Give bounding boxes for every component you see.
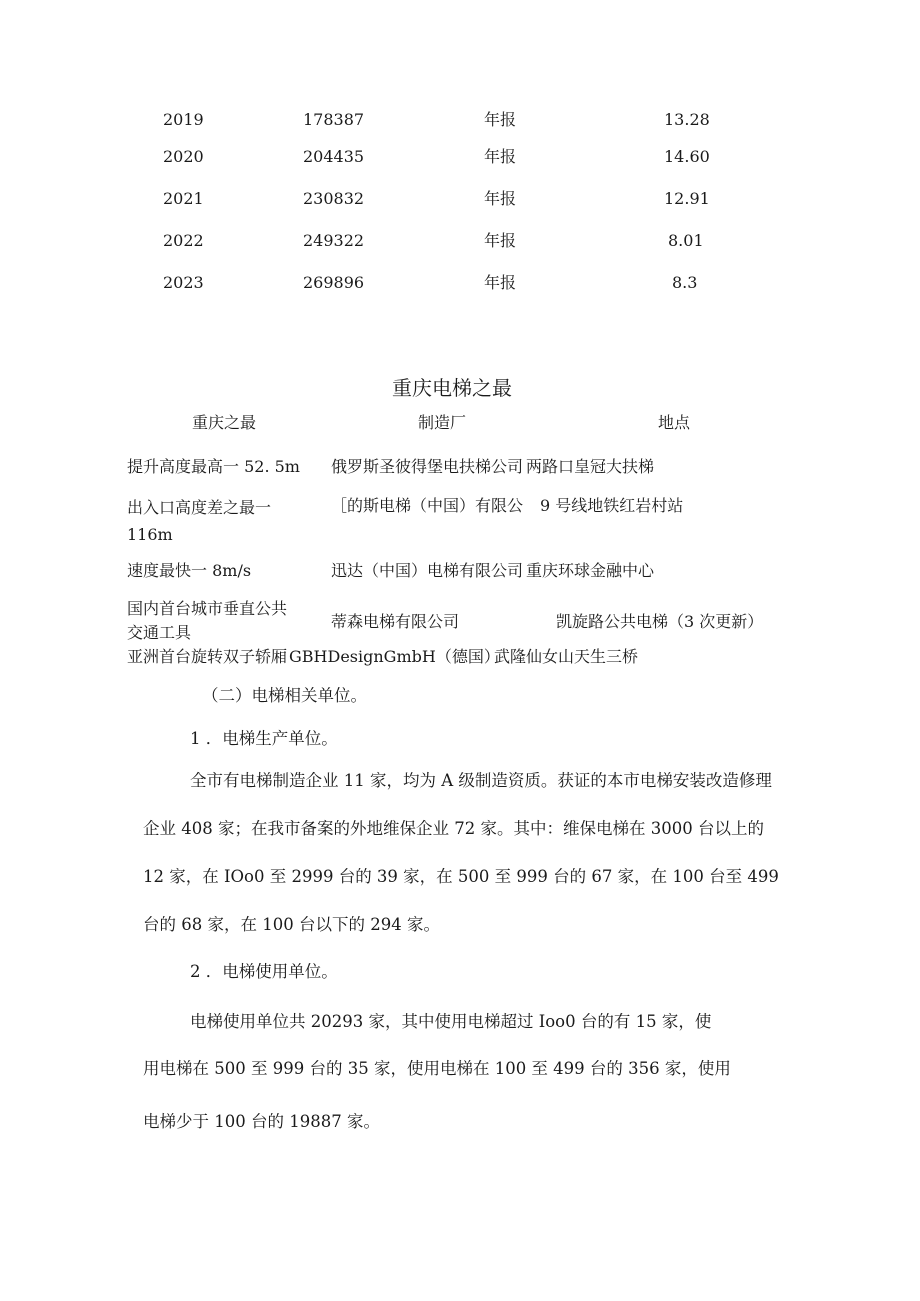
growth-cell: 14.60: [664, 147, 710, 166]
paragraph-line: 台的 68 家，在 100 台以下的 294 家。: [143, 915, 440, 934]
location-cell: 武隆仙女山天生三桥: [494, 647, 639, 666]
maker-cell: 蒂森电梯有限公司: [331, 612, 460, 631]
count-cell: 269896: [303, 273, 365, 292]
paragraph-line: 企业 408 家；在我市备案的外地维保企业 72 家。其中：维保电梯在 3000 台以上的: [143, 819, 764, 838]
growth-cell: 8.3: [672, 273, 698, 292]
record-cell: 速度最快一 8m/s: [127, 561, 252, 580]
year-cell: 2022: [163, 231, 204, 250]
subsection-heading: 2 ．电梯使用单位。: [190, 962, 338, 981]
paragraph-line: 电梯使用单位共 20293 家，其中使用电梯超过 Ioo0 台的有 15 家，使: [190, 1012, 712, 1031]
records-title: 重庆电梯之最: [392, 376, 512, 400]
record-cell-continued: 116m: [127, 525, 173, 544]
location-cell: 凯旋路公共电梯（3 次更新）: [556, 612, 764, 631]
header-maker: 制造厂: [418, 413, 467, 432]
growth-cell: 12.91: [664, 189, 710, 208]
paragraph-line: 全市有电梯制造企业 11 家，均为 A 级制造资质。获证的本市电梯安装改造修理: [190, 771, 772, 790]
header-record: 重庆之最: [192, 413, 257, 432]
source-cell: 年报: [484, 147, 517, 166]
subsection-heading: 1 ．电梯生产单位。: [190, 729, 338, 748]
header-location: 地点: [658, 413, 691, 432]
year-cell: 2021: [163, 189, 204, 208]
growth-cell: 8.01: [668, 231, 704, 250]
record-cell: 提升高度最高一 52. 5m: [127, 457, 300, 476]
paragraph-line: 12 家，在 IOo0 至 2999 台的 39 家，在 500 至 999 台的 67 家，在 100 台至 499: [143, 867, 779, 886]
count-cell: 204435: [303, 147, 365, 166]
maker-cell: 俄罗斯圣彼得堡电扶梯公司: [331, 457, 524, 476]
paragraph-line: 用电梯在 500 至 999 台的 35 家，使用电梯在 100 至 499 台的 356 家，使用: [143, 1059, 731, 1078]
maker-cell: 迅达（中国）电梯有限公司: [331, 561, 524, 580]
record-cell: 出入口高度差之最一: [127, 498, 272, 517]
location-cell: 重庆环球金融中心: [526, 561, 655, 580]
paragraph-line: 电梯少于 100 台的 19887 家。: [143, 1112, 380, 1131]
record-cell: 亚洲首台旋转双子轿厢: [127, 647, 288, 666]
section-heading: （二）电梯相关单位。: [202, 686, 367, 705]
record-cell-continued: 交通工具: [127, 623, 192, 642]
count-cell: 230832: [303, 189, 365, 208]
maker-cell: GBHDesignGmbH（德国）: [289, 647, 500, 666]
location-cell: 两路口皇冠大扶梯: [526, 457, 655, 476]
year-cell: 2023: [163, 273, 204, 292]
source-cell: 年报: [484, 110, 517, 129]
source-cell: 年报: [484, 189, 517, 208]
maker-cell: ［的斯电梯（中国）有限公: [331, 496, 524, 515]
count-cell: 249322: [303, 231, 365, 250]
source-cell: 年报: [484, 273, 517, 292]
count-cell: 178387: [303, 110, 365, 129]
year-cell: 2020: [163, 147, 204, 166]
year-cell: 2019: [163, 110, 204, 129]
location-cell: 9 号线地铁红岩村站: [540, 496, 684, 515]
source-cell: 年报: [484, 231, 517, 250]
record-cell: 国内首台城市垂直公共: [127, 599, 288, 618]
growth-cell: 13.28: [664, 110, 710, 129]
